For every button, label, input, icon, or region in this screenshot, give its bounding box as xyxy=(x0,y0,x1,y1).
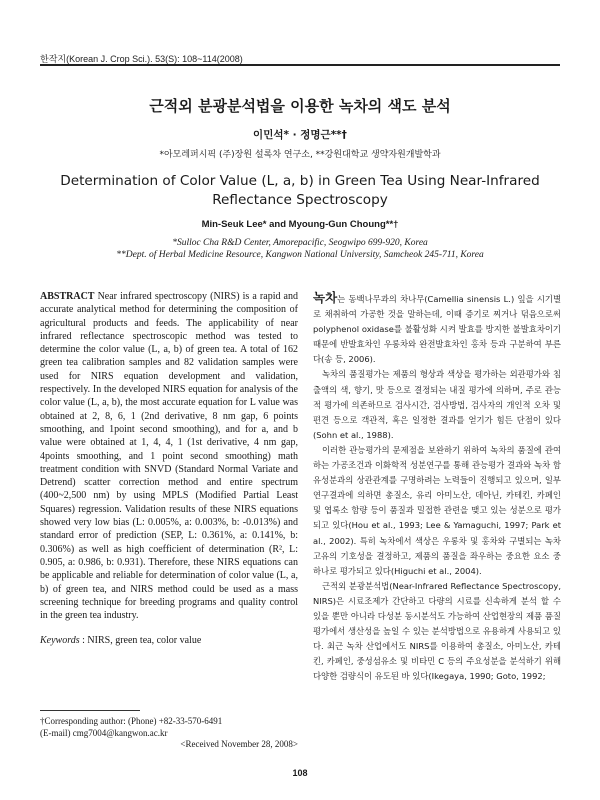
keywords-text: : NIRS, green tea, color value xyxy=(82,635,202,647)
abstract-column xyxy=(40,290,298,648)
korean-authors: 이민석* · 정명근**† xyxy=(253,129,347,141)
journal-header: 한작지(Korean J. Crop Sci.). 53(S): 108~114(2008) xyxy=(40,54,243,64)
english-affiliation-2: **Dept. of Herbal Medicine Resource, Kangwon National University, Samcheok 245-711, Korea xyxy=(116,250,484,260)
body-paragraph-3: 이러한 관능평가의 문제점을 보완하기 위하여 녹차의 품질에 관여하는 가공조건과 이화학적 성분연구를 통해 관능평가 결과와 녹차 함유성분과의 상관관계를 구명하려는 노력들이 진행되고 있으며, 일부 연구결과에 의하면 총질소, 유리 아미노산, 데아닌, 카테킨, 카페인 및 엽록소 함량 등이 품질과 밀접한 관련을 맺고 있는 성분으로 평가 되고 있다(Hou et al., 1993; Lee & Yamaguchi, 1997; Park et al., 2002). 특히 녹차에서 색상은 우롱차 및 홍차와 구별되는 녹차 고유의 기호성을 결정하고, 제품의 품질을 좌우하는 중요한 요소 중 하나로 평가되고 있다(Higuchi et al., 2004). xyxy=(313,444,561,576)
corresponding-author: †Corresponding author: (Phone) +82-33-570-6491 xyxy=(40,716,223,726)
english-affiliation-1: *Sulloc Cha R&D Center, Amorepacific, Seogwipo 699-920, Korea xyxy=(172,238,428,248)
korean-title: 근적외 분광분석법을 이용한 녹차의 색도 분석 xyxy=(149,97,451,115)
body-paragraph-1-text: 는 동백나무과의 차나무(Camellia sinensis L.) 잎을 시기별로 채취하여 가공한 것을 말하는데, 이때 증기로 찌거나 덖음으로써 polyphenol oxidase를 불활성화 시켜 발효를 방지한 불발효차이기 때문에 반발효차인 우롱차와 완전발효차인 홍차 등과 구분하여 부른다(송 등, 2006). xyxy=(313,294,561,365)
body-paragraph-4: 근적외 분광분석법(Near-Infrared Reflectance Spectroscopy, NIRS)은 시료조제가 간단하고 다량의 시료를 신속하게 분석 할 수 있을 뿐만 아니라 다성분 동시분석도 가능하여 산업현장의 제품 품질평가에서 생산성을 높일 수 있는 분석방법으로 유용하게 사용되고 있다. 최근 녹차 산업에서도 NIRS를 이용하여 총질소, 아미노산, 카테킨, 카페인, 중성섬유소 및 비타민 C 등의 주요성분을 분석하기 위해 다양한 검량식이 유도된 바 있다(Ikegaya, 1990; Goto, 1992; xyxy=(313,580,561,682)
abstract-text: Near infrared spectroscopy (NIRS) is a rapid and accurate analytical method for determining the composition of agricultural products and feeds. The applicability of near infrared reflectance spectroscopic method was tested to determine the color value (L, a, b) of green tea. A total of 162 green tea calibration samples and 82 validation samples were used for NIRS equation development and validation, respectively. In the developed NIRS equation for analysis of the color value (L, a, b), the most accurate equation for L value was obtained at 2, 8, 6, 1 (2nd derivative, 8 nm gap, 6 points smoothing, and 1point second smoothing), and for a, and b value were obtained at 1, 4, 4, 1 (1st derivative, 4 nm gap, 4points smoothing, and 1 point second smoothing) math treatment condition with SNVD (Standard Normal Variate and Detrend) scatter correction method and entire spectrum (400~2,500 nm) by using MPLS (Modified Partial Least Squares) regression. Validation results of these NIRS equations showed very low bias (L: 0.005%, a: 0.003%, b: -0.013%) and standard error of prediction (SEP, L: 0.361%, a: 0.141%, b: 0.306%) as well as high coefficient of determination (R², L: 0.905, a: 0.986, b: 0.931). Therefore, these NIRS equations can be applicable and reliable for determination of color value (L, a, b) of green tea, and NIRS method could be used as a mass screening technique for breeding programs and quality control in the green tea industry. xyxy=(40,291,298,622)
page-number: 108 xyxy=(292,768,308,778)
author-email: (E-mail) cmg7004@kangwon.ac.kr xyxy=(40,727,168,738)
korean-affiliation: *아모레퍼시픽 (주)장원 설록차 연구소, **강원대학교 생약자원개발학과 xyxy=(159,150,441,160)
abstract xyxy=(40,290,298,622)
header-rule xyxy=(40,64,560,66)
footnotes xyxy=(40,716,298,751)
english-authors: Min-Seuk Lee* and Myoung-Gun Choung**† xyxy=(201,219,399,230)
lead-word: 녹차 xyxy=(313,290,338,305)
footnote-rule xyxy=(40,710,140,711)
english-title: Determination of Color Value (L, a, b) in Green Tea Using Near-Infrared Reflectance Spectroscopy xyxy=(60,173,540,208)
body-paragraph-1 xyxy=(313,290,561,367)
received-date: <Received November 28, 2008> xyxy=(180,739,298,749)
body-paragraph-2: 녹차의 품질평가는 제품의 형상과 색상을 평가하는 외관평가와 침출액의 색, 향기, 맛 등으로 결정되는 내질 평가에 의하며, 주로 관능적 평가에 의존하므로 검사시간, 검사방법, 검사자의 개인적 오차 및 편견 등으로 객관적, 혹은 일정한 결과를 얻기가 힘든 단점이 있다(Sohn et al., 1988). xyxy=(313,369,561,440)
body-column xyxy=(313,290,561,684)
keywords xyxy=(40,634,298,647)
abstract-heading: ABSTRACT xyxy=(40,291,95,302)
keywords-label: Keywords xyxy=(40,635,80,647)
english-affiliations xyxy=(40,237,560,261)
